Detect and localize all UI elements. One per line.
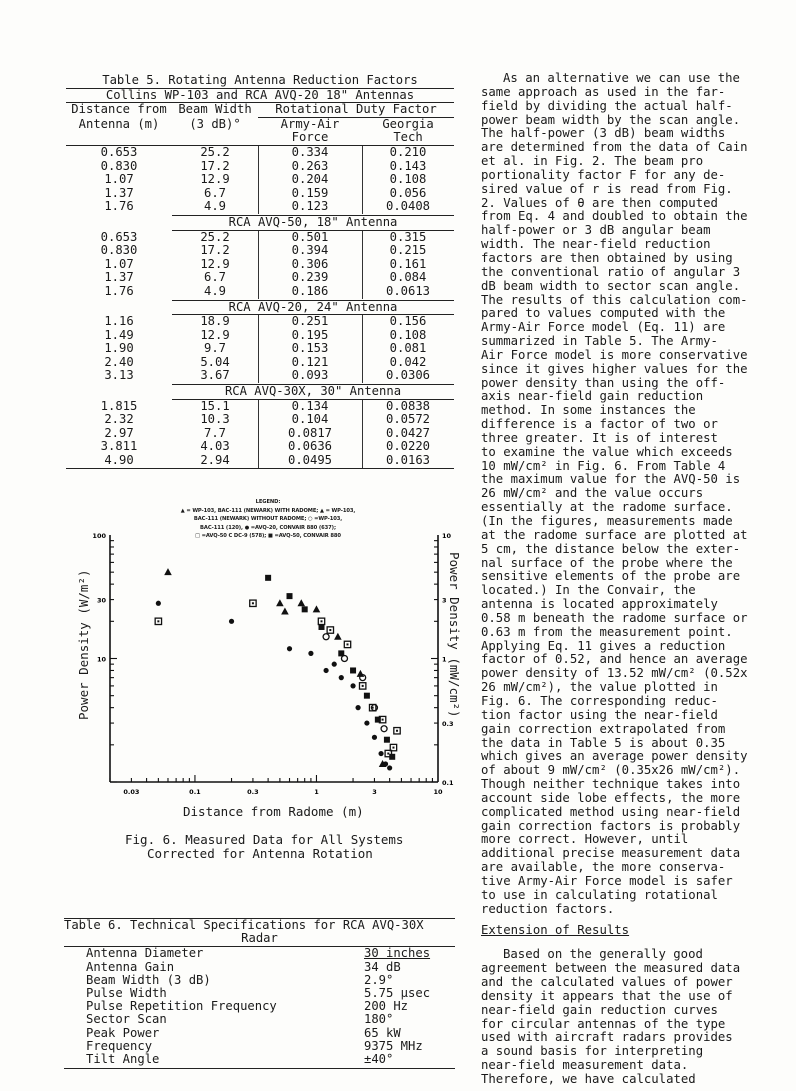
table-cell: 0.042 [389,354,427,369]
open-square-marker-dot [252,602,254,604]
spec-value: 5.75 µsec [364,986,431,1001]
text-line: 10 mW/cm² in Fig. 6. From Table 4 [481,458,726,473]
table-cell: 0.123 [291,199,329,214]
text-line: nal surface of the probe where the [481,555,733,570]
text-line: Fig. 6. The corresponding reduc- [481,693,718,708]
text-line: the maximum value for the AVQ-50 is [481,472,741,487]
table-row [66,454,454,468]
table-cell: 0.108 [389,172,427,187]
table-cell: 4.90 [104,453,134,468]
spec-label: Beam Width (3 dB) [86,972,211,987]
text-line: tion factor using the near-field [481,707,718,722]
legend-line: □ =AVQ-50 C DC-9 (578); ■ =AVQ-50, CONVAIR 880 [195,533,341,540]
right-column-text [481,72,773,1087]
table-cell: 0.0572 [385,412,431,427]
table-cell: 0.251 [291,314,329,329]
col-header-army-air: Army-Air [280,116,340,131]
table-cell: 0.334 [291,144,329,159]
spec-value: 30 inches [364,946,431,961]
filled-square-marker [364,693,370,699]
text-line: complicated method using near-field [481,804,741,819]
table-row [66,160,454,174]
paragraph-rotational-reduction [481,72,773,916]
text-line: sired value of r is read from Fig. [481,181,733,196]
open-square-marker-dot [157,620,159,622]
text-line: tive Army-Air Force model is safer [481,873,733,888]
col-header-distance: Distance from [71,102,167,117]
col-header-force: Force [291,130,329,145]
table-cell: 18.9 [200,314,230,329]
text-line: since it gives higher values for the [481,361,748,376]
text-line: Based on the generally good [503,947,703,962]
x-axis-label: Distance from Radome (m) [183,804,364,819]
table-row [66,400,454,414]
table-cell: 17.2 [200,158,230,173]
spec-label: Antenna Gain [86,959,175,974]
x-tick-label: 0.03 [123,788,140,796]
table-cell: 0.830 [100,243,138,258]
table-cell: 0.204 [291,172,329,187]
table-row [66,173,454,187]
x-tick-label: 0.1 [189,788,201,796]
text-line: power density of 13.52 mW/cm² (0.52x [481,666,748,681]
table-cell: 1.07 [104,172,134,187]
spec-value: 180° [364,1012,394,1027]
spec-label: Peak Power [86,1025,160,1040]
text-line: The results of this calculation com- [481,292,748,307]
table-cell: 0.108 [389,327,427,342]
x-tick-label: 10 [433,788,443,796]
text-line: to use in calculating rotational [481,887,718,902]
table-cell: 6.7 [203,185,226,200]
table-5-caption: Table 5. Rotating Antenna Reduction Factors [102,73,418,87]
triangle-marker [164,568,172,575]
spec-value: 34 dB [364,959,401,974]
text-line: 2. Values of θ are then computed [481,195,718,210]
y-tick-label: 10 [96,655,106,664]
table-cell: 3.67 [200,368,230,383]
table-6-body [64,947,455,1066]
table-cell: 0.0495 [287,453,333,468]
text-line: 5 cm, the distance below the exter- [481,541,741,556]
text-line: 0.58 m beneath the radome surface or [481,610,748,625]
table-cell: 0.0613 [385,283,431,298]
open-square-marker-dot [346,643,348,645]
y-tick-label-right: 10 [442,532,452,540]
text-line: factor of 0.52, and hence an average [481,652,748,667]
text-line: gain correction factors is probably [481,818,741,833]
spec-label: Antenna Diameter [86,946,204,961]
text-line: near-field gain reduction curves [481,1002,718,1017]
filled-square-marker [384,737,390,743]
x-tick-label: 1 [314,788,319,796]
table-row [66,187,454,201]
table-cell: 3.13 [104,368,134,383]
table-cell: 25.2 [200,144,230,159]
table-cell: 1.07 [104,256,134,271]
text-line: (In the figures, measurements made [481,514,733,528]
filled-circle-marker [372,735,377,740]
col-header-rotational-duty-factor: Rotational Duty Factor [258,103,454,118]
table-cell: 0.0220 [385,439,431,454]
text-line: three greater. It is of interest [481,430,718,445]
table-row [66,440,454,454]
table-row [66,342,454,356]
text-line: antenna is located approximately [481,597,718,612]
triangle-marker [281,608,289,615]
filled-circle-marker [383,761,388,766]
text-line: power beam width by the scan angle. [481,112,741,127]
table-cell: 0.161 [389,256,427,271]
table-row [66,258,454,272]
filled-circle-marker [323,668,328,673]
filled-circle-marker [355,705,360,710]
table-cell: 2.32 [104,412,134,427]
col-header-tech: Tech [393,130,423,145]
figure-caption [125,833,403,861]
table-6-caption: Table 6. Technical Specifications for RCA AVQ-30X [64,918,455,932]
table-row [66,427,454,441]
filled-circle-marker [364,720,369,725]
spec-label: Pulse Repetition Frequency [86,999,277,1014]
spec-row [64,1053,455,1066]
table-5-header [66,102,454,145]
table-cell: 0.315 [389,229,427,244]
table-cell: 0.0636 [287,439,333,454]
spec-value: 2.9° [364,972,394,987]
table-cell: 2.97 [104,425,134,440]
table-cell: 12.9 [200,172,230,187]
filled-circle-marker [156,601,161,606]
spec-row [64,1027,455,1040]
spec-label: Frequency [86,1038,153,1053]
table-cell: 1.815 [100,398,138,413]
table-cell: 0.186 [291,283,329,298]
text-line: field by dividing the actual half- [481,98,733,113]
table-row [66,329,454,343]
text-line: sensitive elements of the probe are [481,569,741,584]
table-cell: 4.9 [203,199,226,214]
table-cell: 0.081 [389,341,427,356]
table-cell: 1.76 [104,283,134,298]
table-row [66,315,454,329]
table-cell: 1.76 [104,199,134,214]
open-circle-marker [381,726,387,732]
spec-label: Pulse Width [86,986,167,1001]
table-cell: 1.37 [104,185,134,200]
col-header-georgia: Georgia [382,116,434,131]
text-line: difference is a factor of two or [481,417,718,432]
table-cell: 6.7 [203,270,226,285]
text-line: account side lobe effects, the more [481,790,741,805]
spec-row [64,947,455,960]
text-line: Army-Air Force model (Eq. 11) are [481,320,726,335]
table-cell: 0.0163 [385,453,431,468]
open-square-marker-dot [362,685,364,687]
y-axis-label-right: Power Density (mW/cm²) [447,552,462,718]
open-square-marker-dot [382,719,384,721]
table-6 [64,918,455,1069]
table-cell: 0.830 [100,158,138,173]
filled-circle-marker [378,751,383,756]
text-line: additional precise measurement data [481,846,741,861]
table-cell: 2.40 [104,354,134,369]
x-tick-label: 3 [372,788,377,796]
table-cell: 0.501 [291,229,329,244]
filled-square-marker [375,717,381,723]
text-line: power density than using the off- [481,375,726,390]
legend-line: ▲ = WP-103, BAC-111 (NEWARK) WITH RADOME; ▲ = WP-103, [180,507,356,514]
table-row [66,356,454,370]
text-line: are available, the more conserva- [481,860,726,875]
text-line: same approach as used in the far- [481,84,726,99]
open-square-marker-dot [396,730,398,732]
table-cell: 5.04 [200,354,230,369]
text-line: As an alternative we can use the [503,71,740,85]
table-cell: 0.143 [389,158,427,173]
y-tick-label-right: 0.1 [442,779,454,787]
table-cell: 1.37 [104,270,134,285]
text-line: dB beam width to sector scan angle. [481,278,741,293]
filled-square-marker [319,624,325,630]
filled-square-marker [302,606,308,612]
table-5 [66,74,454,469]
text-line: more correct. However, until [481,832,689,847]
table-cell: 0.394 [291,243,329,258]
text-line: The half-power (3 dB) beam widths [481,126,726,141]
filled-square-marker [350,667,356,673]
table-cell: 4.03 [200,439,230,454]
table-cell: 0.084 [389,270,427,285]
spec-value: ±40° [364,1052,394,1067]
triangle-marker [334,633,342,640]
table-cell: 12.9 [200,327,230,342]
triangle-marker [297,599,305,606]
table-cell: 0.0408 [385,199,431,214]
text-line: 0.63 m from the measurement point. [481,624,733,639]
filled-square-marker [265,575,271,581]
table-cell: 0.134 [291,398,329,413]
table-cell: 0.195 [291,327,329,342]
figure-caption-line: Fig. 6. Measured Data for All Systems [125,832,404,847]
filled-circle-marker [229,619,234,624]
table-cell: 9.7 [203,341,226,356]
table-row [66,413,454,427]
text-line: of about 9 mW/cm² (0.35x26 mW/cm²). [481,763,741,778]
table-cell: 25.2 [200,229,230,244]
text-line: Therefore, we have calculated [481,1071,696,1086]
table-5-section-title: RCA AVQ-30X, 30" Antenna [172,384,454,400]
y-axis-label-left: Power Density (W/m²) [76,569,91,720]
text-line: which gives an average power density [481,749,748,764]
text-line: portionality factor F for any de- [481,167,726,182]
text-line: Air Force model is more conservative [481,347,748,362]
y-tick-label: 30 [96,596,106,605]
open-circle-marker [323,634,329,640]
table-cell: 0.215 [389,243,427,258]
open-circle-marker [341,656,347,662]
filled-circle-marker [387,765,392,770]
text-line: to examine the value which exceeds [481,444,733,459]
table-cell: 1.49 [104,327,134,342]
spec-value: 200 Hz [364,999,409,1014]
spec-row [64,961,455,974]
spec-row [64,1013,455,1026]
table-cell: 0.306 [291,256,329,271]
legend-line: BAC-111 (NEWARK) WITHOUT RADOME; ○ =WP-103, [193,516,343,523]
table-cell: 15.1 [200,398,230,413]
filled-circle-marker [287,646,292,651]
open-square-marker-dot [329,629,331,631]
figure-6-chart [88,490,466,830]
filled-square-marker [389,754,395,760]
table-cell: 0.0817 [287,425,333,440]
table-cell: 0.153 [291,341,329,356]
text-line: factors are then obtained by using [481,250,733,265]
table-cell: 0.653 [100,144,138,159]
text-line: axis near-field gain reduction [481,389,704,404]
spec-label: Tilt Angle [86,1052,160,1067]
table-row [66,231,454,245]
filled-circle-marker [350,683,355,688]
filled-circle-marker [308,651,313,656]
spec-label: Sector Scan [86,1012,167,1027]
y-tick-label: 100 [92,532,106,540]
figure-caption-line: Corrected for Antenna Rotation [147,846,373,861]
spec-value: 9375 MHz [364,1038,423,1053]
table-cell: 0.0427 [385,425,431,440]
text-line: essentially at the radome surface. [481,500,733,515]
text-line: are determined from the data of Cain [481,140,748,155]
text-line: from Eq. 4 and doubled to obtain the [481,209,748,224]
table-5-section-title: RCA AVQ-20, 24" Antenna [172,300,454,316]
paragraph-extension-of-results [481,948,773,1086]
table-row [66,146,454,160]
text-line: located.) In the Convair, the [481,583,696,598]
triangle-marker [276,599,284,606]
table-cell: 1.16 [104,314,134,329]
table-row [66,369,454,383]
table-row [66,271,454,285]
y-tick-label-right: 3 [442,596,447,605]
x-tick-label: 0.3 [247,788,259,796]
text-line: a sound basis for interpreting [481,1044,704,1059]
table-row [66,244,454,258]
table-cell: 0.0838 [385,398,431,413]
table-cell: 0.0306 [385,368,431,383]
filled-square-marker [287,593,293,599]
text-line: for circular antennas of the type [481,1016,726,1031]
table-cell: 1.90 [104,341,134,356]
open-square-marker-dot [387,753,389,755]
text-line: half-power or 3 dB angular beam [481,223,711,238]
text-line: Applying Eq. 11 gives a reduction [481,638,726,653]
y-tick-label-right: 0.3 [442,720,454,729]
open-square-marker-dot [321,620,323,622]
text-line: the data in Table 5 is about 0.35 [481,735,726,750]
text-line: agreement between the measured data [481,961,741,976]
text-line: Though neither technique takes into [481,777,741,792]
table-cell: 3.811 [100,439,138,454]
table-cell: 0.056 [389,185,427,200]
table-cell: 2.94 [200,453,230,468]
legend-line: BAC-111 (120), ● =AVQ-20, CONVAIR 880 (637); [200,524,336,531]
triangle-marker [313,605,321,612]
legend-line: LEGEND: [255,499,281,505]
text-line: method. In some instances the [481,403,696,418]
table-cell: 0.239 [291,270,329,285]
col-header-beam-width: Beam Width [178,102,252,117]
text-line: et al. in Fig. 2. The beam pro [481,154,704,169]
spec-value: 65 kW [364,1025,401,1040]
table-cell: 0.653 [100,229,138,244]
text-line: at the radome surface are plotted at [481,527,748,542]
section-heading-extension-of-results: Extension of Results [481,923,630,938]
col-header-distance-unit: Antenna (m) [78,116,160,131]
filled-circle-marker [339,675,344,680]
table-cell: 0.210 [389,144,427,159]
text-line: near-field measurement data. [481,1058,689,1073]
open-square-marker-dot [392,747,394,749]
table-row [66,200,454,214]
text-line: 26 mW/cm² and the value occurs [481,486,704,501]
table-cell: 0.159 [291,185,329,200]
text-line: reduction factors. [481,901,615,916]
text-line: and the calculated values of power [481,975,733,989]
table-cell: 10.3 [200,412,230,427]
text-line: density it appears that the use of [481,988,733,1003]
table-cell: 7.7 [203,425,226,440]
table-cell: 0.104 [291,412,329,427]
table-5-subcaption: Collins WP-103 and RCA AVQ-20 18" Antennas [66,88,454,103]
table-cell: 0.263 [291,158,329,173]
text-line: summarized in Table 5. The Army- [481,334,718,349]
table-cell: 17.2 [200,243,230,258]
table-cell: 0.093 [291,368,329,383]
text-line: used with aircraft radars provides [481,1030,733,1045]
table-5-body [66,145,454,469]
y-tick-label-right: 1 [442,655,447,664]
text-line: the conventional ratio of angular 3 [481,264,741,279]
table-row [66,285,454,299]
table-5-section-title: RCA AVQ-50, 18" Antenna [172,215,454,231]
table-6-caption-2: Radar [64,932,455,947]
text-line: gain correction extrapolated from [481,721,726,736]
filled-circle-marker [332,662,337,667]
table-cell: 0.121 [291,354,329,369]
text-line: 26 mW/cm²), the value plotted in [481,680,718,695]
col-header-beam-width-unit: (3 dB)° [189,116,241,131]
table-cell: 12.9 [200,256,230,271]
table-cell: 0.156 [389,314,427,329]
text-line: width. The near-field reduction [481,237,711,252]
table-cell: 4.9 [203,283,226,298]
text-line: pared to values computed with the [481,306,726,321]
